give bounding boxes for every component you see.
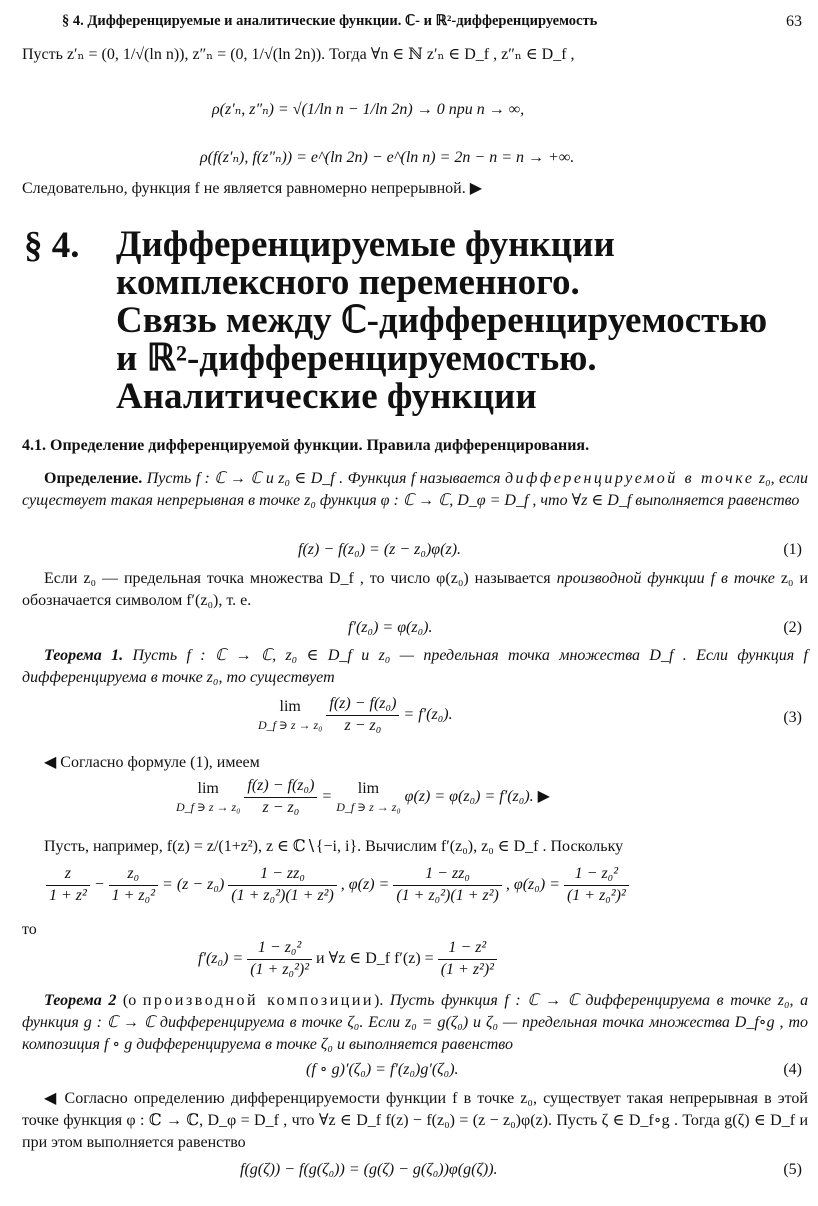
proof-2-paragraph: ◀ Согласно определению дифференцируемости функции f в точке z₀, существует такая непрерывная в этой точке функция φ : ℂ → ℂ, D_φ = D_f , что ∀z ∈ D_f f(z) − f(z₀) = (z − z₀)φ(z). Пусть ζ ∈ D_f∘g . Тогда g(ζ) ∈ D_f и при этом выполняется равенство xyxy=(22,1090,808,1151)
fraction-denominator: (1 + z₀²)² xyxy=(250,960,310,978)
fraction-numerator: z₀ xyxy=(109,864,158,886)
fraction-numerator: z xyxy=(46,864,90,886)
difference-quotient xyxy=(244,776,317,819)
phi-label: , φ(z) = xyxy=(340,875,390,893)
theorem-2-paren: (о xyxy=(122,992,137,1009)
theorem-2-name: производной композиции xyxy=(142,992,374,1009)
fraction xyxy=(228,864,337,907)
phi0-label: , φ(z₀) = xyxy=(505,875,560,893)
section-title-line: Дифференцируемые функции xyxy=(116,224,615,265)
proof-1-intro: ◀ Согласно формуле (1), имеем xyxy=(44,754,260,771)
distance-formula-2: ρ(f(z′ₙ), f(z″ₙ)) = e^(ln 2n) − e^(ln n) = 2n − n = n → +∞. xyxy=(200,149,575,166)
limit-operator xyxy=(258,697,322,733)
theorem-2-paragraph xyxy=(22,990,808,1056)
example-formula-2 xyxy=(198,938,497,981)
derivative-definition-paragraph xyxy=(22,568,808,612)
distance-formula-1: ρ(z′ₙ, z″ₙ) = √(1/ln n − 1/ln 2n) → 0 при n → ∞, xyxy=(212,101,525,118)
proof-1-formula xyxy=(176,776,550,819)
derivative-text: z₀ и обозначается символом f′(z₀), т. е. xyxy=(22,570,809,609)
theorem-2-text: Пусть функция f : ℂ → ℂ дифференцируема в точке z₀, а функция g : ℂ → ℂ дифференцируема в точке ζ₀. Если z₀ = g(ζ₀) и ζ₀ — предельная точка множества D_f∘g , то композиция f ∘ g дифференцируема в точке ζ₀ и выполняется равенство xyxy=(22,992,809,1053)
theorem-2-label: Теорема 2 xyxy=(44,992,117,1009)
equation-number: (2) xyxy=(783,619,802,636)
fraction-numerator: 1 − z² xyxy=(438,938,497,960)
section-title-line: комплексного переменного. xyxy=(116,262,580,303)
lim-subscript: D_f ∋ z → z₀ xyxy=(258,717,323,732)
fraction-denominator: (1 + z₀²)² xyxy=(566,886,626,904)
fraction xyxy=(438,938,497,981)
theorem-1-text: Пусть f : ℂ → ℂ, z₀ ∈ D_f и z₀ — предельная точка множества D_f . Если функция f дифференцируема в точке z₀, то существует xyxy=(22,647,809,686)
fraction xyxy=(393,864,502,907)
equation-2: f′(z₀) = φ(z₀). xyxy=(348,619,433,636)
theorem-1-label: Теорема 1. xyxy=(44,647,124,664)
definition-text: Пусть f : ℂ → ℂ и z₀ ∈ D_f . Функция f называется xyxy=(146,470,501,487)
minus-sign: − xyxy=(93,875,105,893)
fraction xyxy=(564,864,629,907)
derivative-term: производной функции f в точке xyxy=(556,570,775,587)
fraction-numerator: 1 − z₀² xyxy=(247,938,312,960)
definition-text: z₀, если существует такая непрерывная в точке z₀ функция φ : ℂ → ℂ, D_φ = D_f , что ∀z ∈ D_f выполняется равенство xyxy=(22,470,809,509)
equation-number: (3) xyxy=(783,709,802,726)
running-header: § 4. Дифференцируемые и аналитические функции. ℂ- и ℝ²-дифференцируемость xyxy=(62,13,598,29)
equation-middle: = (z − z₀) xyxy=(162,875,225,893)
example-formula-1 xyxy=(46,864,629,907)
derivative-text: Если z₀ — предельная точка множества D_f , то число φ(z₀) называется xyxy=(44,570,551,587)
limit-operator xyxy=(336,779,400,815)
equation-3 xyxy=(258,694,453,737)
definition-paragraph xyxy=(22,468,808,512)
fraction xyxy=(46,864,90,907)
fraction xyxy=(109,864,158,907)
equation-number: (5) xyxy=(783,1161,802,1178)
fraction-numerator: 1 − z₀² xyxy=(564,864,629,886)
equation-1: f(z) − f(z₀) = (z − z₀)φ(z). xyxy=(298,541,462,558)
fraction-numerator: f(z) − f(z₀) xyxy=(326,694,399,716)
definition-term: дифференцируемой в точке xyxy=(504,470,755,487)
fraction-denominator: 1 + z² xyxy=(49,886,87,904)
equals-sign: = xyxy=(321,787,333,805)
difference-quotient xyxy=(326,694,399,737)
equation-number: (4) xyxy=(783,1061,802,1078)
section-number: § 4. xyxy=(24,225,80,266)
example-paragraph: Пусть, например, f(z) = z/(1+z²), z ∈ ℂ∖{−i, i}. Вычислим f′(z₀), z₀ ∈ D_f . Поскольку xyxy=(44,838,624,855)
lim-subscript: D_f ∋ z → z₀ xyxy=(336,799,401,814)
derivative-label: f′(z₀) = xyxy=(198,949,244,967)
subsection-heading: 4.1. Определение дифференцируемой функции. Правила дифференцирования. xyxy=(22,437,590,454)
fraction-numerator: 1 − zz₀ xyxy=(228,864,337,886)
fraction-denominator: z − z₀ xyxy=(262,798,300,816)
fraction-denominator: (1 + z₀²)(1 + z²) xyxy=(396,886,499,904)
lim-subscript: D_f ∋ z → z₀ xyxy=(176,799,241,814)
page-number: 63 xyxy=(786,13,802,30)
limit-operator xyxy=(176,779,240,815)
section-title-line: Аналитические функции xyxy=(116,376,537,417)
fraction-denominator: 1 + z₀² xyxy=(111,886,156,904)
section-title xyxy=(116,226,767,416)
section-title-line: Связь между ℂ-дифференцируемостью xyxy=(116,300,768,341)
fraction-numerator: 1 − zz₀ xyxy=(393,864,502,886)
equation-5: f(g(ζ)) − f(g(ζ₀)) = (g(ζ) − g(ζ₀))φ(g(ζ)). xyxy=(240,1161,498,1178)
equation-rhs: = f′(z₀). xyxy=(403,705,453,723)
theorem-1-paragraph xyxy=(22,645,808,689)
then-word: то xyxy=(22,921,37,938)
conclusion-text: Следовательно, функция f не является равномерно непрерывной. ▶ xyxy=(22,180,482,197)
section-title-line: и ℝ²-дифференцируемостью. xyxy=(116,338,597,379)
lim-text: lim xyxy=(357,780,380,798)
and-forall-text: и ∀z ∈ D_f f′(z) = xyxy=(316,949,434,967)
lim-text: lim xyxy=(197,780,219,798)
fraction-denominator: (1 + z₀²)(1 + z²) xyxy=(231,886,334,904)
lim-text: lim xyxy=(279,698,301,716)
fraction-numerator: f(z) − f(z₀) xyxy=(244,776,317,798)
equation-rhs: φ(z) = φ(z₀) = f′(z₀). ▶ xyxy=(404,787,550,805)
definition-label: Определение. xyxy=(44,470,143,487)
equation-4: (f ∘ g)′(ζ₀) = f′(z₀)g′(ζ₀). xyxy=(306,1061,459,1078)
fraction xyxy=(247,938,312,981)
equation-number: (1) xyxy=(783,541,802,558)
theorem-2-paren: ). xyxy=(374,992,384,1009)
intro-sequences-line: Пусть z′ₙ = (0, 1/√(ln n)), z″ₙ = (0, 1/√(ln 2n)). Тогда ∀n ∈ ℕ z′ₙ ∈ D_f , z″ₙ ∈ D_f , xyxy=(22,46,575,63)
fraction-denominator: z − z₀ xyxy=(344,716,382,734)
fraction-denominator: (1 + z²)² xyxy=(440,960,494,978)
